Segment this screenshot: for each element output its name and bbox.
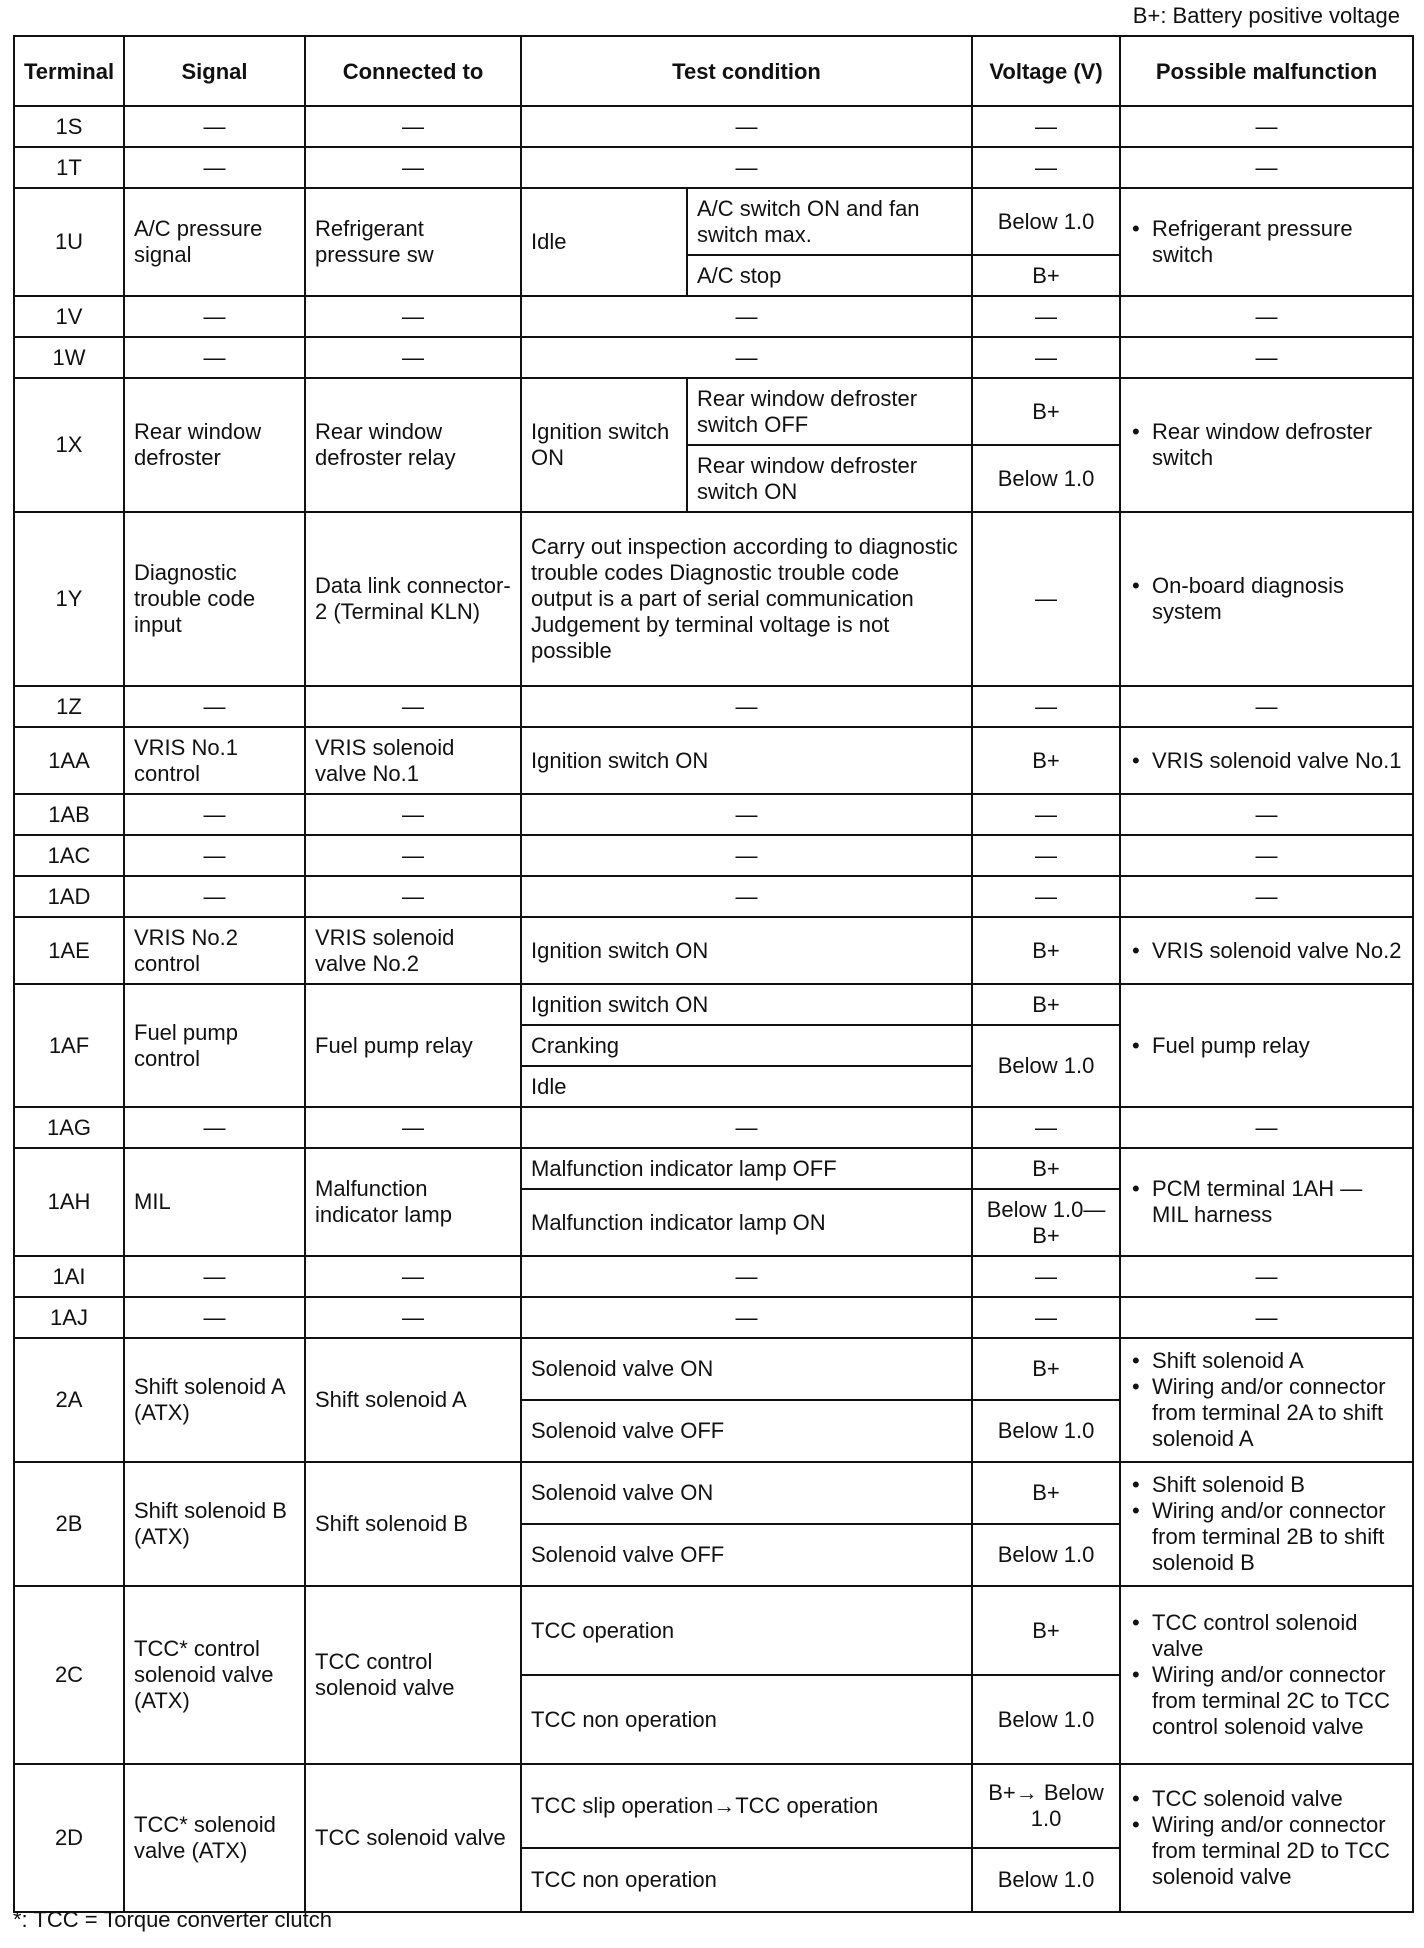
test-cell: Solenoid valve OFF xyxy=(521,1524,972,1586)
test-cell: Ignition switch ON xyxy=(521,917,972,984)
table-row xyxy=(14,835,1413,876)
malfunction-cell xyxy=(1120,1462,1413,1586)
signal-cell: TCC* solenoid valve (ATX) xyxy=(124,1764,305,1912)
connected-cell: Refrigerant pressure sw xyxy=(305,188,521,296)
malfunction-cell xyxy=(1120,1148,1413,1256)
signal-cell: — xyxy=(124,337,305,378)
test-cell: — xyxy=(521,686,972,727)
header-test-condition: Test condition xyxy=(521,36,972,106)
test-cell: TCC operation xyxy=(521,1586,972,1675)
connected-cell: TCC solenoid valve xyxy=(305,1764,521,1912)
table-row xyxy=(14,794,1413,835)
header-row xyxy=(14,36,1413,106)
voltage-cell: — xyxy=(972,876,1120,917)
terminal-cell: 1S xyxy=(14,106,124,147)
test-cell: — xyxy=(521,1256,972,1297)
terminal-cell: 1AA xyxy=(14,727,124,794)
terminal-cell: 1AB xyxy=(14,794,124,835)
header-possible-malfunction: Possible malfunction xyxy=(1120,36,1413,106)
signal-cell: A/C pressure signal xyxy=(124,188,305,296)
voltage-cell: — xyxy=(972,835,1120,876)
test-cell: Carry out inspection according to diagnostic trouble codes Diagnostic trouble code output is a part of serial communication Judgement by terminal voltage is not possible xyxy=(521,512,972,686)
malfunction-cell xyxy=(1120,1764,1413,1912)
test-cell: TCC slip operation→TCC operation xyxy=(521,1764,972,1848)
connected-cell: Malfunction indicator lamp xyxy=(305,1148,521,1256)
test-cell: — xyxy=(521,337,972,378)
malfunction-cell xyxy=(1120,727,1413,794)
signal-cell: — xyxy=(124,1107,305,1148)
terminal-cell: 1AI xyxy=(14,1256,124,1297)
connected-cell: Fuel pump relay xyxy=(305,984,521,1107)
voltage-cell: B+ xyxy=(972,984,1120,1025)
test-cell: — xyxy=(521,835,972,876)
test-cell: — xyxy=(521,794,972,835)
test-cell: Solenoid valve ON xyxy=(521,1462,972,1524)
terminal-cell: 1AH xyxy=(14,1148,124,1256)
signal-cell: — xyxy=(124,1256,305,1297)
malfunction-cell xyxy=(1120,512,1413,686)
voltage-cell: Below 1.0 xyxy=(972,1025,1120,1107)
test-cell: Idle xyxy=(521,1066,972,1107)
malfunction-item: • Wiring and/or connector from terminal 2D to TCC solenoid valve xyxy=(1130,1812,1403,1890)
test-cell: Solenoid valve OFF xyxy=(521,1400,972,1462)
header-signal: Signal xyxy=(124,36,305,106)
voltage-cell: — xyxy=(972,106,1120,147)
terminal-cell: 1AC xyxy=(14,835,124,876)
terminal-cell: 2B xyxy=(14,1462,124,1586)
test-cell: — xyxy=(521,147,972,188)
pcm-terminal-table xyxy=(13,35,1414,1913)
voltage-cell: — xyxy=(972,1256,1120,1297)
connected-cell: Shift solenoid A xyxy=(305,1338,521,1462)
connected-cell: — xyxy=(305,106,521,147)
test-cell: — xyxy=(521,106,972,147)
test-cell: TCC non operation xyxy=(521,1675,972,1764)
voltage-cell: — xyxy=(972,512,1120,686)
tcc-footnote: *: TCC = Torque converter clutch xyxy=(13,1907,332,1932)
malfunction-item: • TCC solenoid valve xyxy=(1130,1786,1403,1812)
connected-cell: — xyxy=(305,1256,521,1297)
signal-cell: Shift solenoid A (ATX) xyxy=(124,1338,305,1462)
header-terminal: Terminal xyxy=(14,36,124,106)
malfunction-cell: — xyxy=(1120,337,1413,378)
test-subcondition-cell: Rear window defroster switch OFF xyxy=(687,378,972,445)
malfunction-item: • Shift solenoid B xyxy=(1130,1472,1403,1498)
table-row xyxy=(14,1764,1413,1848)
table-row xyxy=(14,917,1413,984)
voltage-cell: Below 1.0 xyxy=(972,1848,1120,1912)
voltage-cell: B+ xyxy=(972,1462,1120,1524)
connected-cell: TCC control solenoid valve xyxy=(305,1586,521,1764)
malfunction-item: • VRIS solenoid valve No.1 xyxy=(1130,748,1403,774)
voltage-cell: — xyxy=(972,147,1120,188)
connected-cell: — xyxy=(305,1107,521,1148)
table-row xyxy=(14,188,1413,255)
signal-cell: Shift solenoid B (ATX) xyxy=(124,1462,305,1586)
test-condition-cell: Idle xyxy=(521,188,687,296)
table-row xyxy=(14,106,1413,147)
test-cell: Malfunction indicator lamp OFF xyxy=(521,1148,972,1189)
malfunction-item: • Wiring and/or connector from terminal 2A to shift solenoid A xyxy=(1130,1374,1403,1452)
terminal-cell: 1AD xyxy=(14,876,124,917)
malfunction-item: • Rear window defroster switch xyxy=(1130,419,1403,471)
malfunction-item: • VRIS solenoid valve No.2 xyxy=(1130,938,1403,964)
terminal-cell: 2C xyxy=(14,1586,124,1764)
table-row xyxy=(14,727,1413,794)
connected-cell: — xyxy=(305,147,521,188)
malfunction-cell: — xyxy=(1120,794,1413,835)
voltage-cell: B+ xyxy=(972,1338,1120,1400)
malfunction-cell xyxy=(1120,984,1413,1107)
test-cell: — xyxy=(521,1107,972,1148)
terminal-cell: 1AF xyxy=(14,984,124,1107)
malfunction-item: • Wiring and/or connector from terminal 2B to shift solenoid B xyxy=(1130,1498,1403,1576)
malfunction-cell xyxy=(1120,917,1413,984)
table-row xyxy=(14,512,1413,686)
terminal-cell: 1Y xyxy=(14,512,124,686)
malfunction-item: • On-board diagnosis system xyxy=(1130,573,1403,625)
connected-cell: — xyxy=(305,1297,521,1338)
connected-cell: VRIS solenoid valve No.2 xyxy=(305,917,521,984)
malfunction-cell: — xyxy=(1120,296,1413,337)
terminal-cell: 2D xyxy=(14,1764,124,1912)
voltage-cell: B+ xyxy=(972,1148,1120,1189)
signal-cell: MIL xyxy=(124,1148,305,1256)
malfunction-item: • Shift solenoid A xyxy=(1130,1348,1403,1374)
test-cell: Ignition switch ON xyxy=(521,727,972,794)
voltage-cell: B+ xyxy=(972,1586,1120,1675)
table-row xyxy=(14,147,1413,188)
signal-cell: — xyxy=(124,147,305,188)
malfunction-item: • Refrigerant pressure switch xyxy=(1130,216,1403,268)
test-cell: TCC non operation xyxy=(521,1848,972,1912)
voltage-cell: — xyxy=(972,337,1120,378)
battery-voltage-note: B+: Battery positive voltage xyxy=(1132,3,1400,28)
voltage-cell: — xyxy=(972,1107,1120,1148)
terminal-cell: 1AJ xyxy=(14,1297,124,1338)
malfunction-cell: — xyxy=(1120,1107,1413,1148)
connected-cell: Rear window defroster relay xyxy=(305,378,521,512)
table-row xyxy=(14,1586,1413,1675)
signal-cell: — xyxy=(124,686,305,727)
connected-cell: Data link connector-2 (Terminal KLN) xyxy=(305,512,521,686)
malfunction-cell: — xyxy=(1120,1297,1413,1338)
voltage-cell: Below 1.0 xyxy=(972,445,1120,512)
voltage-cell: — xyxy=(972,1297,1120,1338)
table-row xyxy=(14,296,1413,337)
voltage-cell: Below 1.0 xyxy=(972,1400,1120,1462)
test-subcondition-cell: Rear window defroster switch ON xyxy=(687,445,972,512)
malfunction-cell: — xyxy=(1120,835,1413,876)
connected-cell: — xyxy=(305,835,521,876)
table-row xyxy=(14,378,1413,445)
voltage-cell: Below 1.0—B+ xyxy=(972,1189,1120,1256)
signal-cell: — xyxy=(124,106,305,147)
terminal-cell: 1AE xyxy=(14,917,124,984)
signal-cell: Rear window defroster xyxy=(124,378,305,512)
header-connected-to: Connected to xyxy=(305,36,521,106)
malfunction-cell xyxy=(1120,378,1413,512)
malfunction-cell: — xyxy=(1120,147,1413,188)
connected-cell: Shift solenoid B xyxy=(305,1462,521,1586)
malfunction-cell xyxy=(1120,1586,1413,1764)
test-cell: — xyxy=(521,296,972,337)
voltage-cell: B+ xyxy=(972,727,1120,794)
terminal-cell: 1U xyxy=(14,188,124,296)
malfunction-cell: — xyxy=(1120,1256,1413,1297)
voltage-cell: B+ xyxy=(972,255,1120,296)
test-cell: — xyxy=(521,876,972,917)
voltage-cell: — xyxy=(972,296,1120,337)
signal-cell: — xyxy=(124,1297,305,1338)
test-cell: Solenoid valve ON xyxy=(521,1338,972,1400)
table-row xyxy=(14,1462,1413,1524)
test-cell: Ignition switch ON xyxy=(521,984,972,1025)
terminal-cell: 2A xyxy=(14,1338,124,1462)
signal-cell: TCC* control solenoid valve (ATX) xyxy=(124,1586,305,1764)
test-cell: Malfunction indicator lamp ON xyxy=(521,1189,972,1256)
connected-cell: — xyxy=(305,337,521,378)
voltage-cell: Below 1.0 xyxy=(972,188,1120,255)
test-subcondition-cell: A/C switch ON and fan switch max. xyxy=(687,188,972,255)
signal-cell: — xyxy=(124,296,305,337)
signal-cell: VRIS No.1 control xyxy=(124,727,305,794)
table-row xyxy=(14,984,1413,1025)
table-row xyxy=(14,1297,1413,1338)
voltage-cell: B+→ Below 1.0 xyxy=(972,1764,1120,1848)
test-subcondition-cell: A/C stop xyxy=(687,255,972,296)
signal-cell: — xyxy=(124,876,305,917)
connected-cell: — xyxy=(305,794,521,835)
voltage-cell: Below 1.0 xyxy=(972,1675,1120,1764)
signal-cell: — xyxy=(124,835,305,876)
malfunction-cell: — xyxy=(1120,686,1413,727)
terminal-cell: 1V xyxy=(14,296,124,337)
malfunction-cell: — xyxy=(1120,876,1413,917)
table-row xyxy=(14,1256,1413,1297)
header-voltage: Voltage (V) xyxy=(972,36,1120,106)
terminal-cell: 1X xyxy=(14,378,124,512)
malfunction-item: • Fuel pump relay xyxy=(1130,1033,1403,1059)
malfunction-item: • Wiring and/or connector from terminal 2C to TCC control solenoid valve xyxy=(1130,1662,1403,1740)
connected-cell: VRIS solenoid valve No.1 xyxy=(305,727,521,794)
terminal-cell: 1T xyxy=(14,147,124,188)
voltage-cell: B+ xyxy=(972,378,1120,445)
signal-cell: Diagnostic trouble code input xyxy=(124,512,305,686)
table-row xyxy=(14,686,1413,727)
signal-cell: VRIS No.2 control xyxy=(124,917,305,984)
connected-cell: — xyxy=(305,296,521,337)
terminal-cell: 1W xyxy=(14,337,124,378)
voltage-cell: — xyxy=(972,686,1120,727)
voltage-cell: B+ xyxy=(972,917,1120,984)
malfunction-cell xyxy=(1120,1338,1413,1462)
connected-cell: — xyxy=(305,686,521,727)
malfunction-cell: — xyxy=(1120,106,1413,147)
table-row xyxy=(14,876,1413,917)
terminal-cell: 1Z xyxy=(14,686,124,727)
signal-cell: Fuel pump control xyxy=(124,984,305,1107)
voltage-cell: — xyxy=(972,794,1120,835)
table-row xyxy=(14,1338,1413,1400)
malfunction-item: • TCC control solenoid valve xyxy=(1130,1610,1403,1662)
malfunction-item: • PCM terminal 1AH — MIL harness xyxy=(1130,1176,1403,1228)
signal-cell: — xyxy=(124,794,305,835)
test-condition-cell: Ignition switch ON xyxy=(521,378,687,512)
malfunction-cell xyxy=(1120,188,1413,296)
test-cell: — xyxy=(521,1297,972,1338)
test-cell: Cranking xyxy=(521,1025,972,1066)
voltage-cell: Below 1.0 xyxy=(972,1524,1120,1586)
terminal-cell: 1AG xyxy=(14,1107,124,1148)
table-row xyxy=(14,337,1413,378)
table-row xyxy=(14,1107,1413,1148)
table-row xyxy=(14,1148,1413,1189)
connected-cell: — xyxy=(305,876,521,917)
